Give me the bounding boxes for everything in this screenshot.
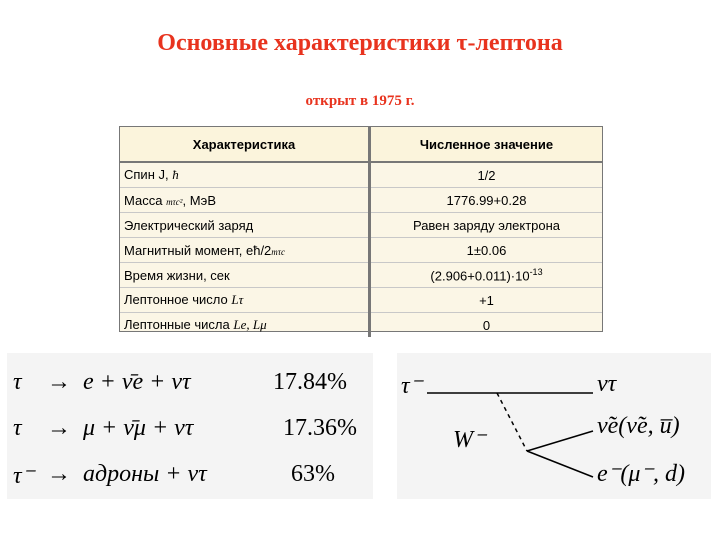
table-header-row xyxy=(120,127,602,162)
decay-channels-panel xyxy=(7,353,373,499)
tau-label: τ⁻ xyxy=(401,373,423,399)
decay-products: адроны + ντ xyxy=(83,461,207,487)
decay-row-muon xyxy=(7,415,373,455)
bottom-product-line xyxy=(527,451,593,477)
bottom-product-label: e⁻(μ⁻, d) xyxy=(597,461,686,487)
table-row xyxy=(120,313,602,338)
column-header-value: Численное значение xyxy=(370,127,603,162)
row-value-spin: 1/2 xyxy=(370,162,603,188)
row-label-magnetic-moment: Магнитный момент, eħ/2mτc xyxy=(120,238,370,263)
row-label-lifetime: Время жизни, сек xyxy=(120,263,370,288)
table-row xyxy=(120,238,602,263)
decay-percent: 17.36% xyxy=(283,415,357,441)
table-row xyxy=(120,263,602,288)
table-row xyxy=(120,288,602,313)
row-value-lepton-number: +1 xyxy=(370,288,603,313)
row-value-lepton-numbers: 0 xyxy=(370,313,603,338)
page-subtitle: открыт в 1975 г. xyxy=(305,93,415,109)
table-row xyxy=(120,188,602,213)
row-value-charge: Равен заряду электрона xyxy=(370,213,603,238)
decay-lhs: τ xyxy=(13,415,22,441)
properties-table xyxy=(119,126,603,332)
decay-arrow: → xyxy=(47,461,71,487)
row-label-charge: Электрический заряд xyxy=(120,213,370,238)
row-label-lepton-numbers: Лептонные числа Le, Lμ xyxy=(124,317,267,332)
decay-percent: 17.84% xyxy=(273,369,347,395)
decay-products: μ + ν̄μ + ντ xyxy=(83,415,194,441)
feynman-diagram xyxy=(397,353,711,499)
row-value-magnetic-moment: 1±0.06 xyxy=(370,238,603,263)
table-row xyxy=(120,162,602,188)
decay-row-hadrons xyxy=(7,461,373,501)
decay-lhs: τ⁻ xyxy=(13,463,35,489)
row-value-lifetime: $(2.906+0.011)\cdot 10^{-13}$ xyxy=(370,263,603,288)
nu-tau-label: ντ xyxy=(597,371,617,397)
top-product-label: ν̃e(ν̃e, u̅) xyxy=(597,413,680,439)
decay-lhs: τ xyxy=(13,369,22,395)
decay-arrow: → xyxy=(47,415,71,441)
row-label-spin: Спин J, ħ xyxy=(120,162,370,188)
decay-percent: 63% xyxy=(291,461,335,487)
row-label-lepton-number: Лептонное число Lτ xyxy=(120,288,370,313)
column-header-characteristic: Характеристика xyxy=(120,127,370,162)
w-boson-label: W⁻ xyxy=(453,427,486,453)
row-value-mass: 1776.99+0.28 xyxy=(370,188,603,213)
page-title: Основные характеристики τ-лептона xyxy=(157,30,563,56)
row-label-mass: Масса mτc², МэВ xyxy=(120,188,370,213)
top-product-line xyxy=(527,431,593,451)
decay-arrow: → xyxy=(47,369,71,395)
decay-products: e + ν̄e + ντ xyxy=(83,369,191,395)
w-boson-line xyxy=(497,393,527,451)
decay-row-electron xyxy=(7,369,373,409)
table-row xyxy=(120,213,602,238)
